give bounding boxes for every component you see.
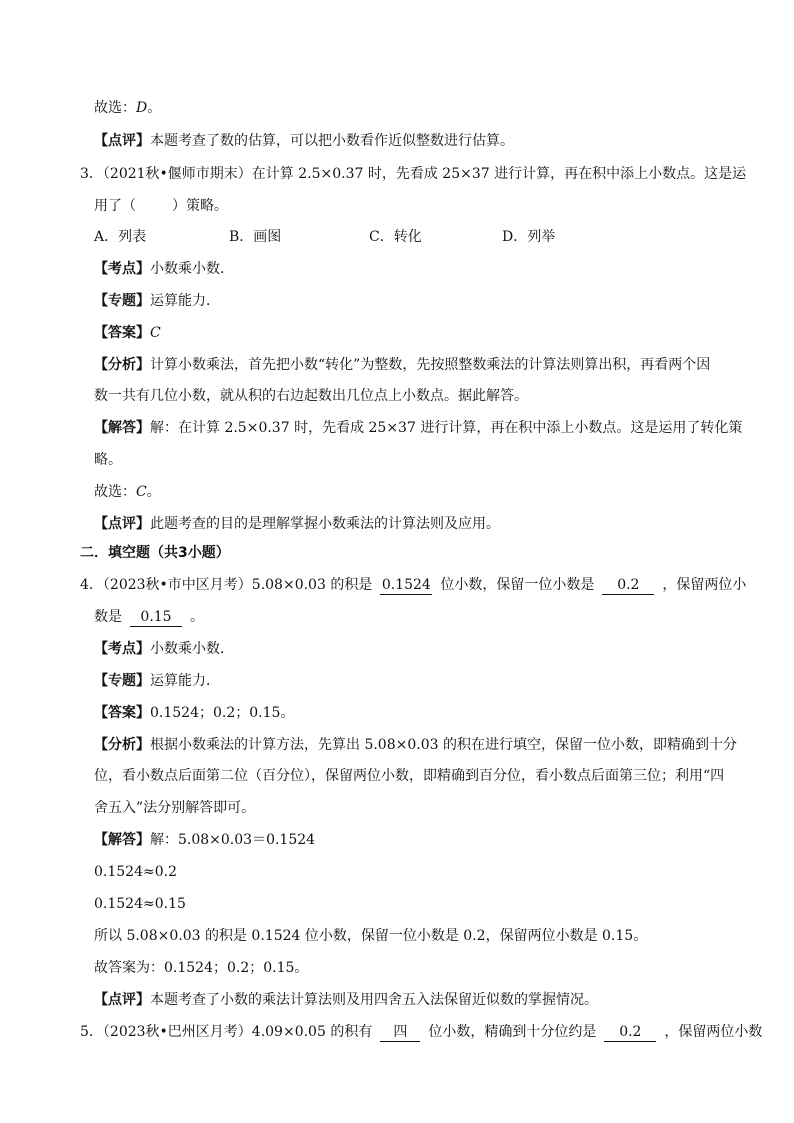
question-3-text-a: 用了（ [94,198,136,214]
choice-value: C [136,484,147,500]
solution-text-4: 所以 5.08×0.03 的积是 0.1524 位小数，保留一位小数是 0.2，保留两位小数是 0.15。 [94,928,648,944]
question-3-options [94,226,724,248]
q4-solution-line-4 [94,925,724,947]
q3-answer-line [94,322,724,344]
fill-blank-3: 0.15 [130,608,182,627]
solution-text: 解：在计算 2.5×0.37 时，先看成 25×37 进行计算，再在积中添上小数点。这是运用了转化策 [150,420,743,436]
knowledge-text: 小数乘小数． [150,641,234,657]
q3-choice-line [94,481,724,503]
solution-tag: 【解答】 [94,420,150,436]
option-d: D．列举 [502,229,556,245]
analysis-tag: 【分析】 [94,737,150,753]
q4-analysis-line-2 [94,765,724,787]
solution-tag: 【解答】 [94,832,150,848]
q3-knowledge-line [94,258,724,280]
section-title: 二．填空题（共3小题） [80,545,230,561]
analysis-tag: 【分析】 [94,357,150,373]
topic-tag: 【专题】 [94,673,150,689]
knowledge-tag: 【考点】 [94,641,150,657]
q3-topic-line [94,290,724,312]
analysis-text: 计算小数乘法，首先把小数“转化”为整数，先按照整数乘法的计算法则算出积，再看两个因 [150,357,711,373]
topic-text: 运算能力． [150,673,220,689]
comment-text: 此题考查的目的是理解掌握小数乘法的计算法则及应用。 [150,516,500,532]
topic-tag: 【专题】 [94,293,150,309]
solution-text-2: 0.1524≈0.2 [94,864,177,880]
option-a: A．列表 [94,229,147,245]
q4-answer-line [94,702,724,724]
topic-text: 运算能力． [150,293,220,309]
choice-label: 故选： [94,484,136,500]
question-3-stem [80,163,747,185]
question-4-text-c: ，保留两位小 [662,577,747,593]
question-4-stem [80,574,747,596]
knowledge-tag: 【考点】 [94,261,150,277]
question-5-text-c: ，保留两位小数 [664,1024,763,1040]
q4-solution-line-1 [94,829,724,851]
fill-blank-2: 0.2 [604,1023,656,1042]
choice-end: 。 [146,484,161,500]
option-b: B．画图 [229,229,282,245]
fill-blank-1: 四 [380,1023,420,1042]
answer-tag: 【答案】 [94,705,150,721]
question-5-text-b: 位小数，精确到十分位约是 [428,1024,597,1040]
answer-tag: 【答案】 [94,325,150,341]
analysis-text-cont: 数一共有几位小数，就从积的右边起数出几位点上小数点。据此解答。 [94,388,528,404]
solution-text-5: 故答案为：0.1524；0.2；0.15。 [94,960,309,976]
answer-label: 故选： [94,100,136,116]
q4-comment-line [94,989,724,1011]
comment-text: 本题考查了数的估算，可以把小数看作近似整数进行估算。 [150,133,514,149]
q3-solution-line-2 [94,449,724,471]
q4-analysis-line-3 [94,797,724,819]
question-3-stem-cont [94,195,724,217]
option-c: C．转化 [369,229,422,245]
question-4-text-b: 位小数，保留一位小数是 [440,577,595,593]
question-5-stem [80,1021,763,1043]
solution-text-cont: 略。 [94,452,122,468]
q3-analysis-line-1 [94,354,724,376]
comment-tag: 【点评】 [94,992,150,1008]
q4-knowledge-line [94,638,724,660]
section-heading [80,542,724,564]
q4-solution-line-2 [94,861,724,883]
fill-blank-2: 0.2 [602,576,654,595]
comment-text: 本题考查了小数的乘法计算法则及用四舍五入法保留近似数的掌握情况。 [150,992,598,1008]
q4-analysis-line-1 [94,734,737,756]
analysis-text-cont-2: 舍五入”法分别解答即可。 [94,800,256,816]
comment-line [94,130,724,152]
q3-solution-line-1 [94,417,743,439]
comment-tag: 【点评】 [94,133,150,149]
q4-solution-line-5 [94,957,724,979]
q3-comment-line [94,513,724,535]
answer-value: D [136,100,148,116]
answer-end: 。 [147,100,162,116]
knowledge-text: 小数乘小数． [150,261,234,277]
answer-text: 0.1524；0.2；0.15。 [150,705,295,721]
solution-text-3: 0.1524≈0.15 [94,896,186,912]
analysis-text-cont: 位，看小数点后面第二位（百分位），保留两位小数，即精确到百分位，看小数点后面第三位；利用“四 [94,768,725,784]
question-4-stem-cont [94,606,724,628]
q4-solution-line-3 [94,893,724,915]
comment-tag: 【点评】 [94,516,150,532]
solution-text: 解：5.08×0.03＝0.1524 [150,832,316,848]
analysis-text: 根据小数乘法的计算方法，先算出 5.08×0.03 的积在进行填空，保留一位小数，即精确到十分 [150,737,737,753]
fill-blank-1: 0.1524 [381,577,431,593]
q3-analysis-line-2 [94,385,724,407]
question-4-text-d: 数是 [94,609,122,625]
q4-topic-line [94,670,724,692]
question-4-text-e: 。 [190,609,204,625]
question-3-text: 3．（2021秋•偃师市期末）在计算 2.5×0.37 时，先看成 25×37 进行计算，再在积中添上小数点。这是运 [80,166,747,182]
answer-text: C [150,325,161,341]
question-5-text-a: 5．（2023秋•巴州区月考）4.09×0.05 的积有 [80,1024,373,1040]
answer-choice-line [94,97,724,119]
question-4-text-a: 4．（2023秋•市中区月考）5.08×0.03 的积是 [80,577,373,593]
question-3-text-b: ）策略。 [172,198,228,214]
